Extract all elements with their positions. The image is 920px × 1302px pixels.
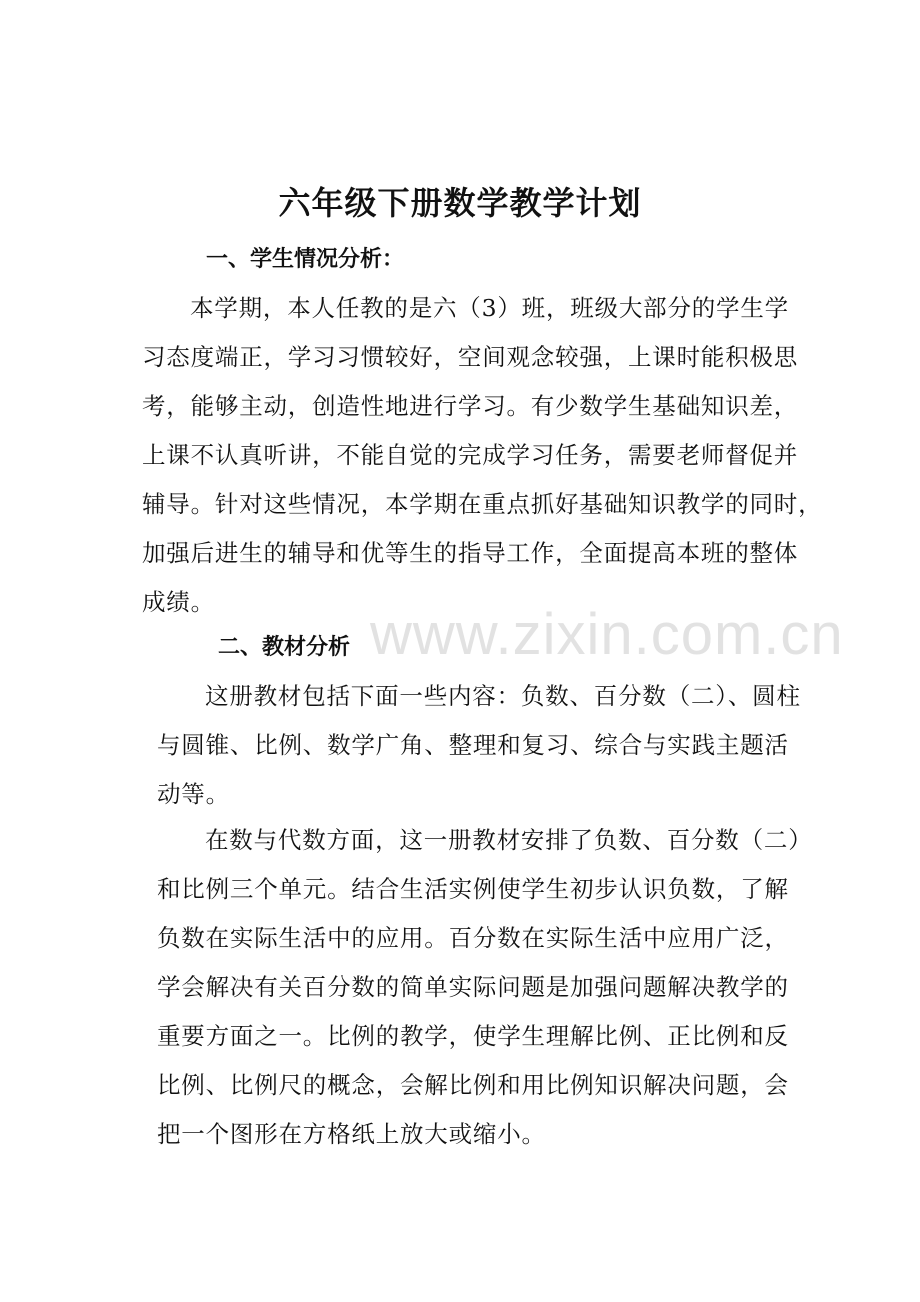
paragraph-line: 动等。 — [157, 780, 230, 808]
paragraph-line: 学会解决有关百分数的简单实际问题是加强问题解决教学的 — [157, 973, 789, 1001]
paragraph-line: 和比例三个单元。结合生活实例使学生初步认识负数，了解 — [157, 875, 789, 903]
paragraph-line: 在数与代数方面，这一册教材安排了负数、百分数（二） — [205, 826, 813, 854]
paragraph-line: 比例、比例尺的概念，会解比例和用比例知识解决问题，会 — [157, 1071, 789, 1099]
paragraph-line: 与圆锥、比例、数学广角、整理和复习、综合与实践主题活 — [157, 731, 789, 759]
paragraph-line: 成绩。 — [142, 588, 215, 616]
paragraph-line: 重要方面之一。比例的教学，使学生理解比例、正比例和反 — [157, 1022, 789, 1050]
section-heading-student-analysis: 一、学生情况分析： — [206, 247, 405, 272]
paragraph-line: 考，能够主动，创造性地进行学习。有少数学生基础知识差， — [142, 392, 799, 420]
watermark: www.zixin.com.cn — [370, 602, 844, 667]
paragraph-line: 习态度端正，学习习惯较好，空间观念较强，上课时能积极思 — [142, 343, 799, 371]
paragraph-line: 辅导。针对这些情况，本学期在重点抓好基础知识教学的同时， — [142, 490, 823, 518]
paragraph-line: 本学期，本人任教的是六（3）班，班级大部分的学生学 — [190, 294, 789, 322]
document-title: 六年级下册数学教学计划 — [278, 184, 642, 222]
paragraph-line: 把一个图形在方格纸上放大或缩小。 — [157, 1120, 546, 1148]
paragraph-line: 这册教材包括下面一些内容：负数、百分数（二）、圆柱 — [205, 682, 801, 710]
section-heading-textbook-analysis: 二、教材分析 — [218, 635, 351, 660]
paragraph-line: 上课不认真听讲，不能自觉的完成学习任务，需要老师督促并 — [142, 441, 799, 469]
paragraph-line: 负数在实际生活中的应用。百分数在实际生活中应用广泛， — [157, 924, 789, 952]
paragraph-line: 加强后进生的辅导和优等生的指导工作，全面提高本班的整体 — [142, 539, 799, 567]
